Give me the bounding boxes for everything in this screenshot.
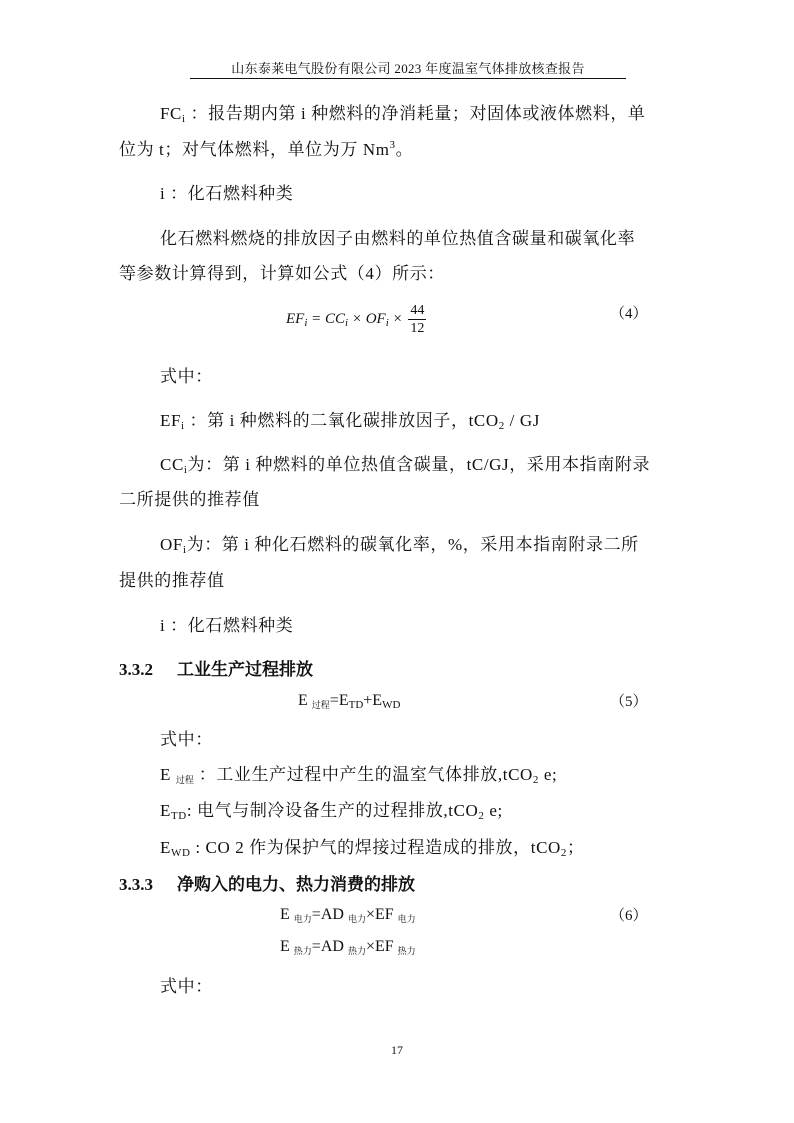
section-number: 3.3.3 — [119, 875, 153, 894]
etd-text: : 电气与制冷设备生产的过程排放,tCO — [186, 801, 479, 820]
para-of-def-line2: 提供的推荐值 — [119, 571, 225, 590]
section-heading-3-3-2 — [119, 655, 313, 680]
eq6b-ad-sub: 热力 — [347, 946, 366, 956]
ewd-sub: WD — [170, 847, 191, 859]
of-subscript: i — [182, 544, 187, 556]
eq6a-ef-sub: 电力 — [397, 914, 416, 924]
equation-6-electricity — [280, 906, 416, 925]
page-number: 17 — [391, 1043, 403, 1057]
e-process-unit: e; — [539, 765, 558, 784]
ewd-text: : CO 2 作为保护气的焊接过程造成的排放，tCO — [190, 838, 561, 857]
section-number: 3.3.2 — [119, 660, 153, 679]
eq4-denominator: 12 — [410, 321, 425, 336]
fc-symbol: FC — [160, 104, 182, 123]
equation-6-number: （6） — [610, 908, 648, 924]
ewd-symbol: E — [160, 838, 171, 857]
etd-co2-sub: 2 — [478, 810, 485, 822]
equation-4-number: （4） — [610, 306, 648, 322]
section-title: 工业生产过程排放 — [177, 660, 313, 679]
e-process-symbol: E — [160, 765, 176, 784]
eq4-times: × — [388, 310, 407, 327]
para-shizhong-3: 式中： — [160, 977, 213, 996]
ef-unit: / GJ — [504, 411, 540, 430]
para-ewd-def — [160, 833, 585, 859]
para-shizhong-1: 式中： — [160, 367, 213, 386]
equation-4 — [286, 302, 426, 337]
eq6a-e: E — [280, 906, 294, 923]
para-fc-line2 — [119, 135, 413, 160]
e-process-sub: 过程 — [175, 775, 194, 785]
ef-text: ：第 i 种燃料的二氧化碳排放因子，tCO — [184, 411, 499, 430]
para-cc-def-line2: 二所提供的推荐值 — [119, 490, 260, 509]
ef-co2-sub: 2 — [498, 420, 505, 432]
para-e-process-def — [160, 760, 557, 786]
eq4-fraction — [408, 302, 426, 337]
eq6b-ef-sub: 热力 — [397, 946, 416, 956]
para-etd-def — [160, 796, 503, 822]
eq4-lhs: EF — [286, 310, 305, 327]
para-fc-line1 — [160, 99, 646, 125]
eq4-of: × OF — [348, 310, 386, 327]
fc-subscript: i — [182, 113, 186, 125]
cc-text: 为：第 i 种燃料的单位热值含碳量，tC/GJ，采用本指南附录 — [187, 455, 651, 474]
para-ef-intro-line2: 等参数计算得到，计算如公式（4）所示： — [119, 264, 445, 283]
ewd-co2-sub: 2 — [560, 847, 568, 859]
eq6b-e-sub: 热力 — [293, 946, 312, 956]
header-rule — [190, 78, 626, 79]
para-of-def-line1 — [160, 530, 639, 556]
etd-symbol: E — [160, 801, 171, 820]
equation-5 — [298, 692, 400, 711]
eq4-of-sub: i — [385, 316, 389, 329]
eq6a-ad-sub: 电力 — [347, 914, 366, 924]
page-header: 山东泰莱电气股份有限公司 2023 年度温室气体排放核查报告 — [231, 61, 585, 76]
eq4-cc-sub: i — [345, 316, 349, 329]
eq4-lhs-sub: i — [304, 316, 308, 329]
eq4-cc: = CC — [307, 310, 346, 327]
eq6a-e-sub: 电力 — [293, 914, 312, 924]
section-heading-3-3-3 — [119, 870, 415, 895]
eq6b-ef: ×EF — [365, 938, 398, 955]
section-title: 净购入的电力、热力消费的排放 — [177, 875, 415, 894]
eq6a-ad: =AD — [311, 906, 348, 923]
para-shizhong-2: 式中： — [160, 730, 213, 749]
eq4-numerator: 44 — [410, 303, 425, 318]
eq6b-e: E — [280, 938, 294, 955]
para-ef-def — [160, 406, 540, 432]
para-cc-def-line1 — [160, 450, 650, 476]
cc-subscript: i — [183, 464, 188, 476]
of-text: 为：第 i 种化石燃料的碳氧化率，%，采用本指南附录二所 — [186, 535, 639, 554]
e-process-text: ：工业生产过程中产生的温室气体排放,tCO — [193, 765, 533, 784]
e-process-co2-sub: 2 — [532, 774, 540, 786]
eq6b-ad: =AD — [311, 938, 348, 955]
fc-unit-text: 位为 t；对气体燃料，单位为万 Nm — [119, 140, 390, 159]
ef-subscript: i — [181, 420, 185, 432]
etd-unit: e; — [484, 801, 503, 820]
eq5-ewd: +E — [363, 692, 383, 709]
para-i-fuel-type-2: i ：化石燃料种类 — [160, 616, 294, 635]
eq5-ewd-sub: WD — [382, 699, 401, 711]
eq5-etd: =E — [329, 692, 349, 709]
cc-symbol: CC — [160, 455, 184, 474]
fc-unit-end: 。 — [395, 140, 414, 159]
fc-text: ：报告期内第 i 种燃料的净消耗量；对固体或液体燃料，单 — [185, 104, 646, 123]
equation-5-number: （5） — [610, 694, 648, 710]
fc-unit-superscript: 3 — [389, 139, 396, 151]
etd-sub: TD — [170, 810, 187, 822]
para-i-fuel-type-1: i ：化石燃料种类 — [160, 184, 294, 203]
eq5-e-sub: 过程 — [311, 700, 330, 710]
eq6a-ef: ×EF — [365, 906, 398, 923]
para-ef-intro-line1: 化石燃料燃烧的排放因子由燃料的单位热值含碳量和碳氧化率 — [160, 229, 636, 248]
ewd-end: ； — [567, 838, 585, 857]
eq5-etd-sub: TD — [348, 699, 364, 711]
ef-symbol: EF — [160, 411, 182, 430]
of-symbol: OF — [160, 535, 183, 554]
equation-6-heat — [280, 938, 416, 957]
eq5-e: E — [298, 692, 312, 709]
